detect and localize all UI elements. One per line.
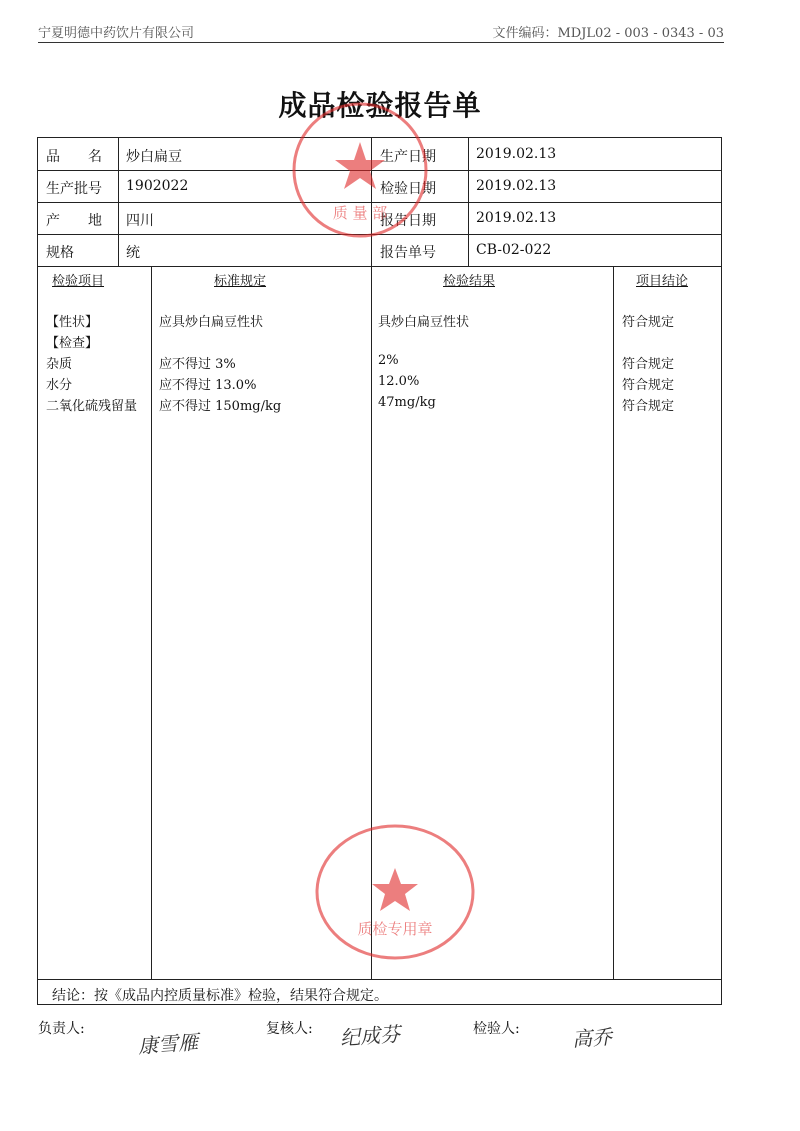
col-divider xyxy=(468,138,469,266)
row-standard: 应具炒白扁豆性状 xyxy=(159,315,264,330)
row-verdict: 符合规定 xyxy=(622,315,675,330)
report-date-label: 报告日期 xyxy=(380,213,436,229)
origin-value: 四川 xyxy=(126,213,154,229)
report-no-label: 报告单号 xyxy=(380,245,436,261)
row-result: 47mg/kg xyxy=(378,395,436,410)
svg-text:质 量 部: 质 量 部 xyxy=(332,204,388,222)
row-standard: 应不得过 150mg/kg xyxy=(159,399,282,414)
report-date-value: 2019.02.13 xyxy=(476,210,557,226)
company-name: 宁夏明德中药饮片有限公司 xyxy=(38,26,195,41)
row-verdict: 符合规定 xyxy=(622,357,675,372)
row-item: 水分 xyxy=(46,378,73,393)
col-divider xyxy=(118,138,119,266)
spec-label: 规格 xyxy=(46,245,74,261)
name-label: 品 名 xyxy=(46,149,102,165)
batch-label: 生产批号 xyxy=(46,181,102,197)
inspector-signature: 高乔 xyxy=(571,1024,613,1052)
svg-text:质检专用章: 质检专用章 xyxy=(357,920,433,938)
responsible-label: 负责人: xyxy=(38,1021,85,1037)
conclusion: 结论：按《成品内控质量标准》检验，结果符合规定。 xyxy=(52,988,388,1004)
col-header-item: 检验项目 xyxy=(52,274,105,289)
row-standard: 应不得过 13.0% xyxy=(159,378,257,393)
quality-dept-stamp xyxy=(290,100,430,240)
row-divider xyxy=(38,266,722,267)
row-verdict: 符合规定 xyxy=(622,399,675,414)
page-title: 成品检验报告单 xyxy=(278,89,482,122)
inspector-label: 检验人: xyxy=(473,1021,520,1037)
row-item: 杂质 xyxy=(46,357,73,372)
row-result: 具炒白扁豆性状 xyxy=(378,315,470,330)
row-divider xyxy=(38,979,722,980)
col-header-result: 检验结果 xyxy=(443,274,496,289)
prod-date-label: 生产日期 xyxy=(380,149,436,165)
row-standard: 应不得过 3% xyxy=(159,357,236,372)
col-header-verdict: 项目结论 xyxy=(636,274,689,289)
test-date-value: 2019.02.13 xyxy=(476,178,557,194)
row-item: 【检查】 xyxy=(46,336,99,351)
reviewer-label: 复核人: xyxy=(266,1021,313,1037)
page-header xyxy=(38,20,724,43)
reviewer-signature: 纪成芬 xyxy=(339,1021,401,1051)
col-header-standard: 标准规定 xyxy=(214,274,267,289)
file-number: 文件编码：MDJL02 - 003 - 0343 - 03 xyxy=(492,26,724,41)
row-item: 【性状】 xyxy=(46,315,99,330)
row-result: 2% xyxy=(378,353,399,368)
row-result: 12.0% xyxy=(378,374,420,389)
quality-inspection-stamp xyxy=(313,822,478,962)
batch-value: 1902022 xyxy=(126,178,189,194)
responsible-signature: 康雪雁 xyxy=(137,1029,199,1059)
spec-value: 统 xyxy=(126,245,140,261)
report-no-value: CB-02-022 xyxy=(476,242,552,258)
name-value: 炒白扁豆 xyxy=(126,149,182,165)
row-item: 二氧化硫残留量 xyxy=(46,399,138,414)
col-divider xyxy=(151,266,152,979)
col-divider xyxy=(613,266,614,979)
row-verdict: 符合规定 xyxy=(622,378,675,393)
test-date-label: 检验日期 xyxy=(380,181,436,197)
prod-date-value: 2019.02.13 xyxy=(476,146,557,162)
origin-label: 产 地 xyxy=(46,213,102,229)
